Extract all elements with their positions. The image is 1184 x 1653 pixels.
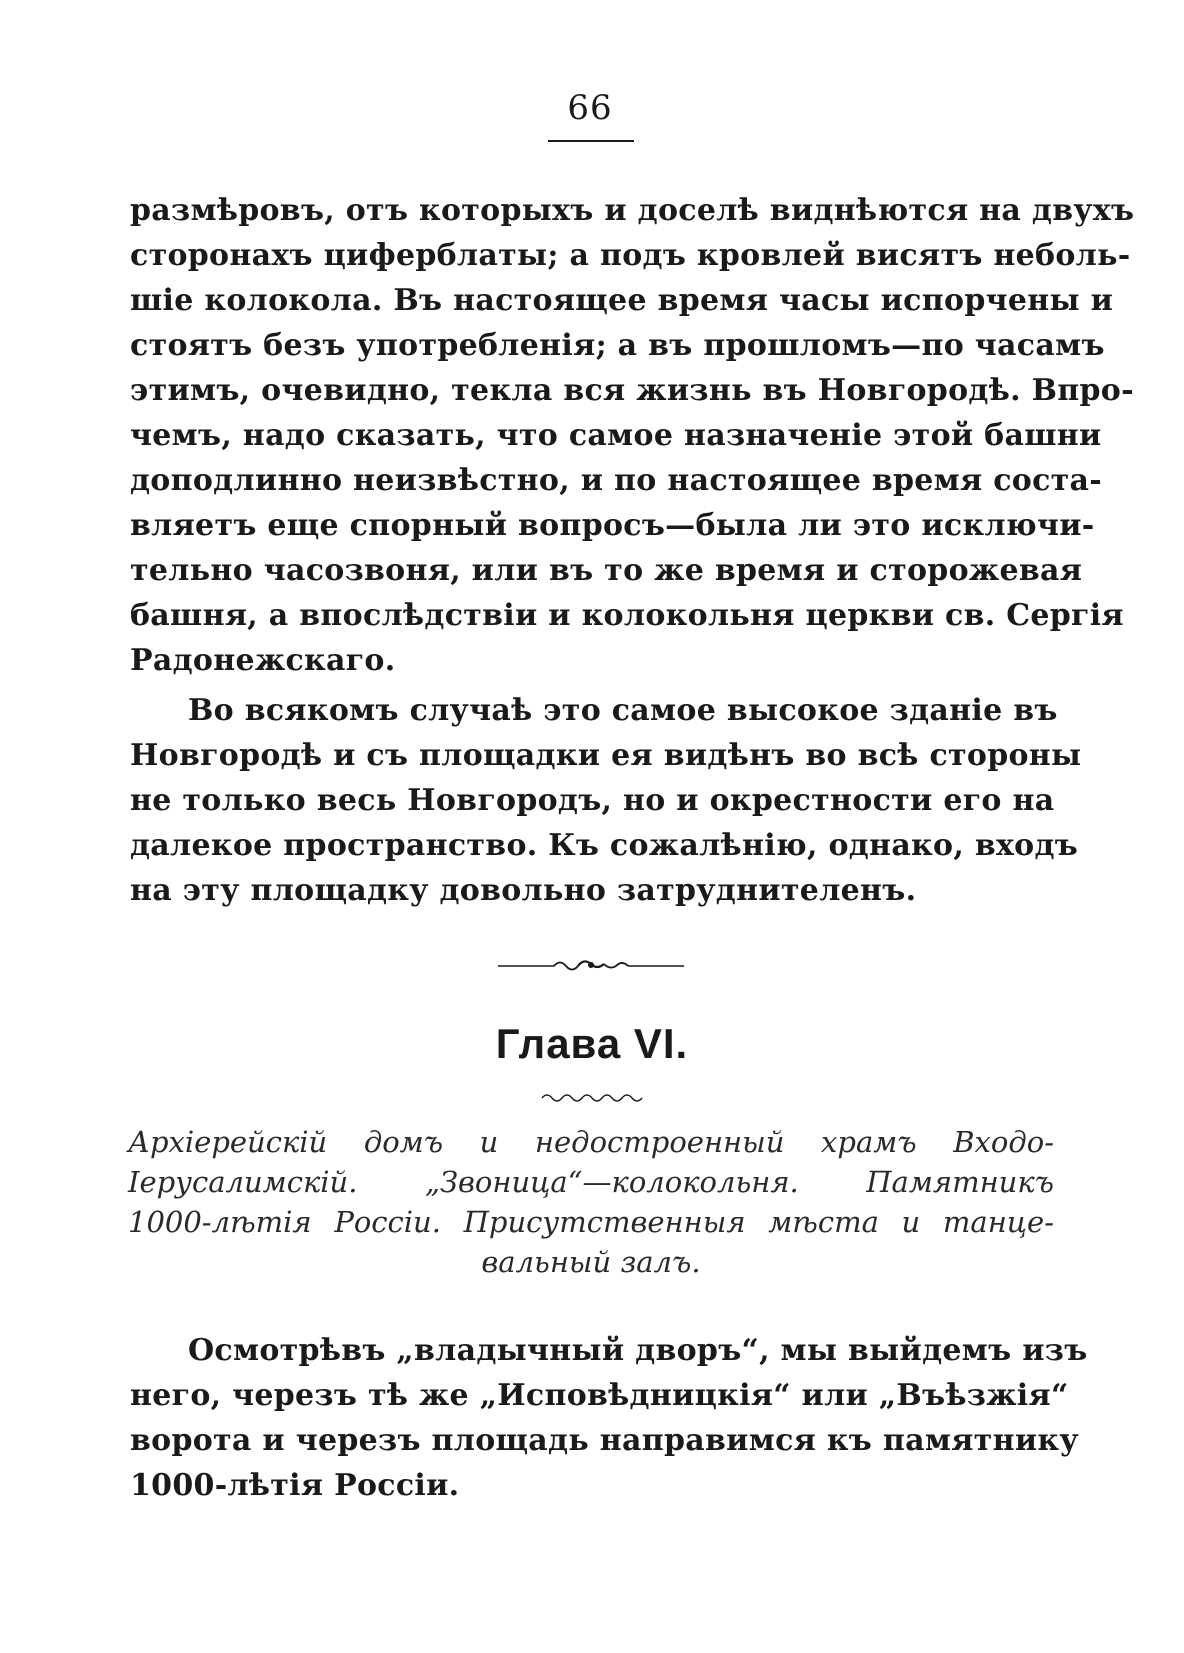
summary-line: вальный залъ. (481, 1245, 701, 1279)
page-number-rule (548, 140, 634, 142)
chapter-summary (128, 1122, 1054, 1282)
paragraph-continuation (130, 188, 1135, 683)
summary-line: Архіерейскій домъ и недостроенный храмъ Входо- (128, 1125, 1054, 1159)
text-line: доподлинно неизвѣстно, и по настоящее время соста- (130, 463, 1103, 498)
text-line: не только весь Новгородъ, но и окрестности его на (130, 783, 1055, 818)
text-line: него, черезъ тѣ же „Исповѣдницкія“ или „Въѣзжія“ (130, 1378, 1069, 1413)
text-line: ворота и черезъ площадь направимся къ памятнику (130, 1423, 1079, 1458)
chapter-title-flourish (540, 1090, 644, 1106)
text-line: сторонахъ циферблаты; а подъ кровлей висятъ неболь- (130, 238, 1131, 273)
text-line: размѣровъ, отъ которыхъ и доселѣ виднѣются на двухъ (130, 193, 1135, 228)
paragraph-tower (130, 688, 1082, 913)
text-line: шіе колокола. Въ настоящее время часы испорчены и (130, 283, 1114, 318)
text-line: этимъ, очевидно, текла вся жизнь въ Новгородѣ. Впро- (130, 373, 1134, 408)
text-line: далекое пространство. Къ сожалѣнію, однако, входъ (130, 828, 1079, 863)
section-ornament (496, 955, 686, 977)
text-line: Радонежскаго. (130, 643, 396, 678)
chapter-title: Глава VI. (495, 1020, 689, 1067)
text-line: чемъ, надо сказать, что самое назначеніе этой башни (130, 418, 1102, 453)
summary-line: Іерусалимскій. „Звоница“—колокольня. Памятникъ (128, 1165, 1054, 1199)
text-line: стоятъ безъ употребленія; а въ прошломъ—по часамъ (130, 328, 1105, 363)
text-line: Во всякомъ случаѣ это самое высокое зданіе въ (188, 693, 1058, 728)
text-line: вляетъ еще спорный вопросъ—была ли это исключи- (130, 508, 1095, 543)
text-line: башня, а впослѣдствіи и колокольня церкви св. Сергія (130, 598, 1124, 633)
summary-line: 1000-лѣтія Россіи. Присутственныя мѣста и танце- (128, 1205, 1054, 1239)
text-line: на эту площадку довольно затруднителенъ. (130, 873, 917, 908)
text-line: тельно часозвоня, или въ то же время и сторожевая (130, 553, 1083, 588)
text-line: Новгородѣ и съ площадки ея видѣнъ во всѣ стороны (130, 738, 1082, 773)
text-line: 1000-лѣтія Россіи. (130, 1468, 460, 1503)
text-line: Осмотрѣвъ „владычный дворъ“, мы выйдемъ изъ (188, 1333, 1088, 1368)
page-number: 66 (567, 88, 613, 128)
paragraph-chapter-opening (130, 1328, 1088, 1508)
